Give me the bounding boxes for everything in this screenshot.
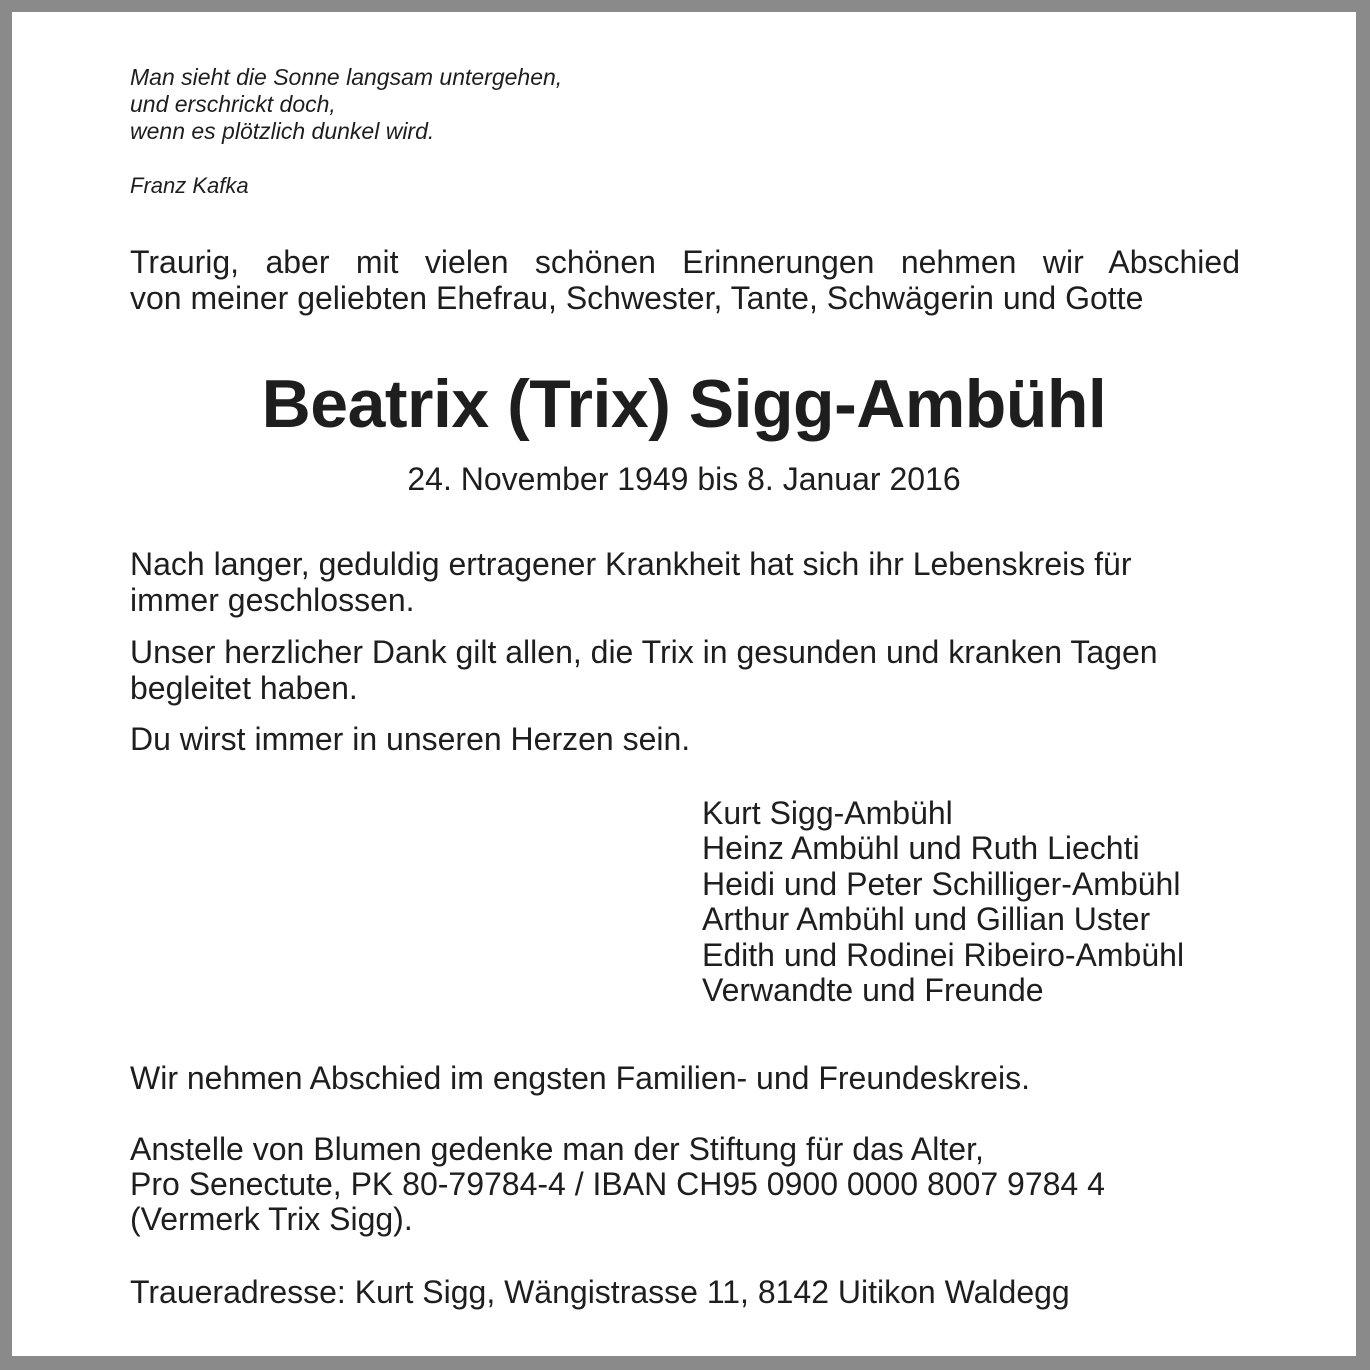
donation-line: Anstelle von Blumen gedenke man der Stiftung für das Alter, xyxy=(130,1131,984,1167)
donation-note xyxy=(130,1132,1105,1237)
paragraph-line: Unser herzlicher Dank gilt allen, die Trix in gesunden und kranken Tagen xyxy=(130,634,1158,670)
quote-author: Franz Kafka xyxy=(130,173,249,198)
intro-line: von meiner geliebten Ehefrau, Schwester, Tante, Schwägerin und Gotte xyxy=(130,280,1144,316)
deceased-name: Beatrix (Trix) Sigg-Ambühl xyxy=(261,366,1107,442)
quote-line: und erschrickt doch, xyxy=(130,91,336,117)
paragraph-thanks xyxy=(130,634,1158,706)
mourner-name: Heinz Ambühl und Ruth Liechti xyxy=(702,830,1140,867)
quote-line: wenn es plötzlich dunkel wird. xyxy=(130,118,435,144)
farewell-note: Wir nehmen Abschied im engsten Familien- und Freundeskreis. xyxy=(130,1060,1030,1096)
mourner-name: Arthur Ambühl und Gillian Uster xyxy=(702,901,1151,938)
intro-line: Traurig, aber mit vielen schönen Erinnerungen nehmen wir Abschied xyxy=(130,244,1240,280)
quote-line: Man sieht die Sonne langsam untergehen, xyxy=(130,64,563,90)
mourner-name: Verwandte und Freunde xyxy=(702,972,1044,1009)
paragraph-line: Nach langer, geduldig ertragener Krankheit hat sich ihr Lebenskreis für xyxy=(130,546,1132,582)
donation-line: Pro Senectute, PK 80-79784-4 / IBAN CH95 0900 0000 8007 9784 4 xyxy=(130,1166,1105,1202)
paragraph-illness xyxy=(130,546,1131,618)
paragraph-line: immer geschlossen. xyxy=(130,582,415,618)
kafka-quote xyxy=(130,64,562,145)
mourners-list xyxy=(702,796,1184,1008)
mourning-address: Traueradresse: Kurt Sigg, Wängistrasse 11, 8142 Uitikon Waldegg xyxy=(130,1274,1070,1310)
paragraph-line: begleitet haben. xyxy=(130,670,358,706)
life-dates: 24. November 1949 bis 8. Januar 2016 xyxy=(407,461,961,497)
paragraph-hearts: Du wirst immer in unseren Herzen sein. xyxy=(130,721,691,757)
mourner-name: Heidi und Peter Schilliger-Ambühl xyxy=(702,865,1181,902)
donation-line: (Vermerk Trix Sigg). xyxy=(130,1201,413,1237)
mourner-name: Kurt Sigg-Ambühl xyxy=(702,795,953,831)
intro-text xyxy=(130,244,1240,316)
obituary-notice xyxy=(12,12,1356,1356)
mourner-name: Edith und Rodinei Ribeiro-Ambühl xyxy=(702,936,1185,973)
